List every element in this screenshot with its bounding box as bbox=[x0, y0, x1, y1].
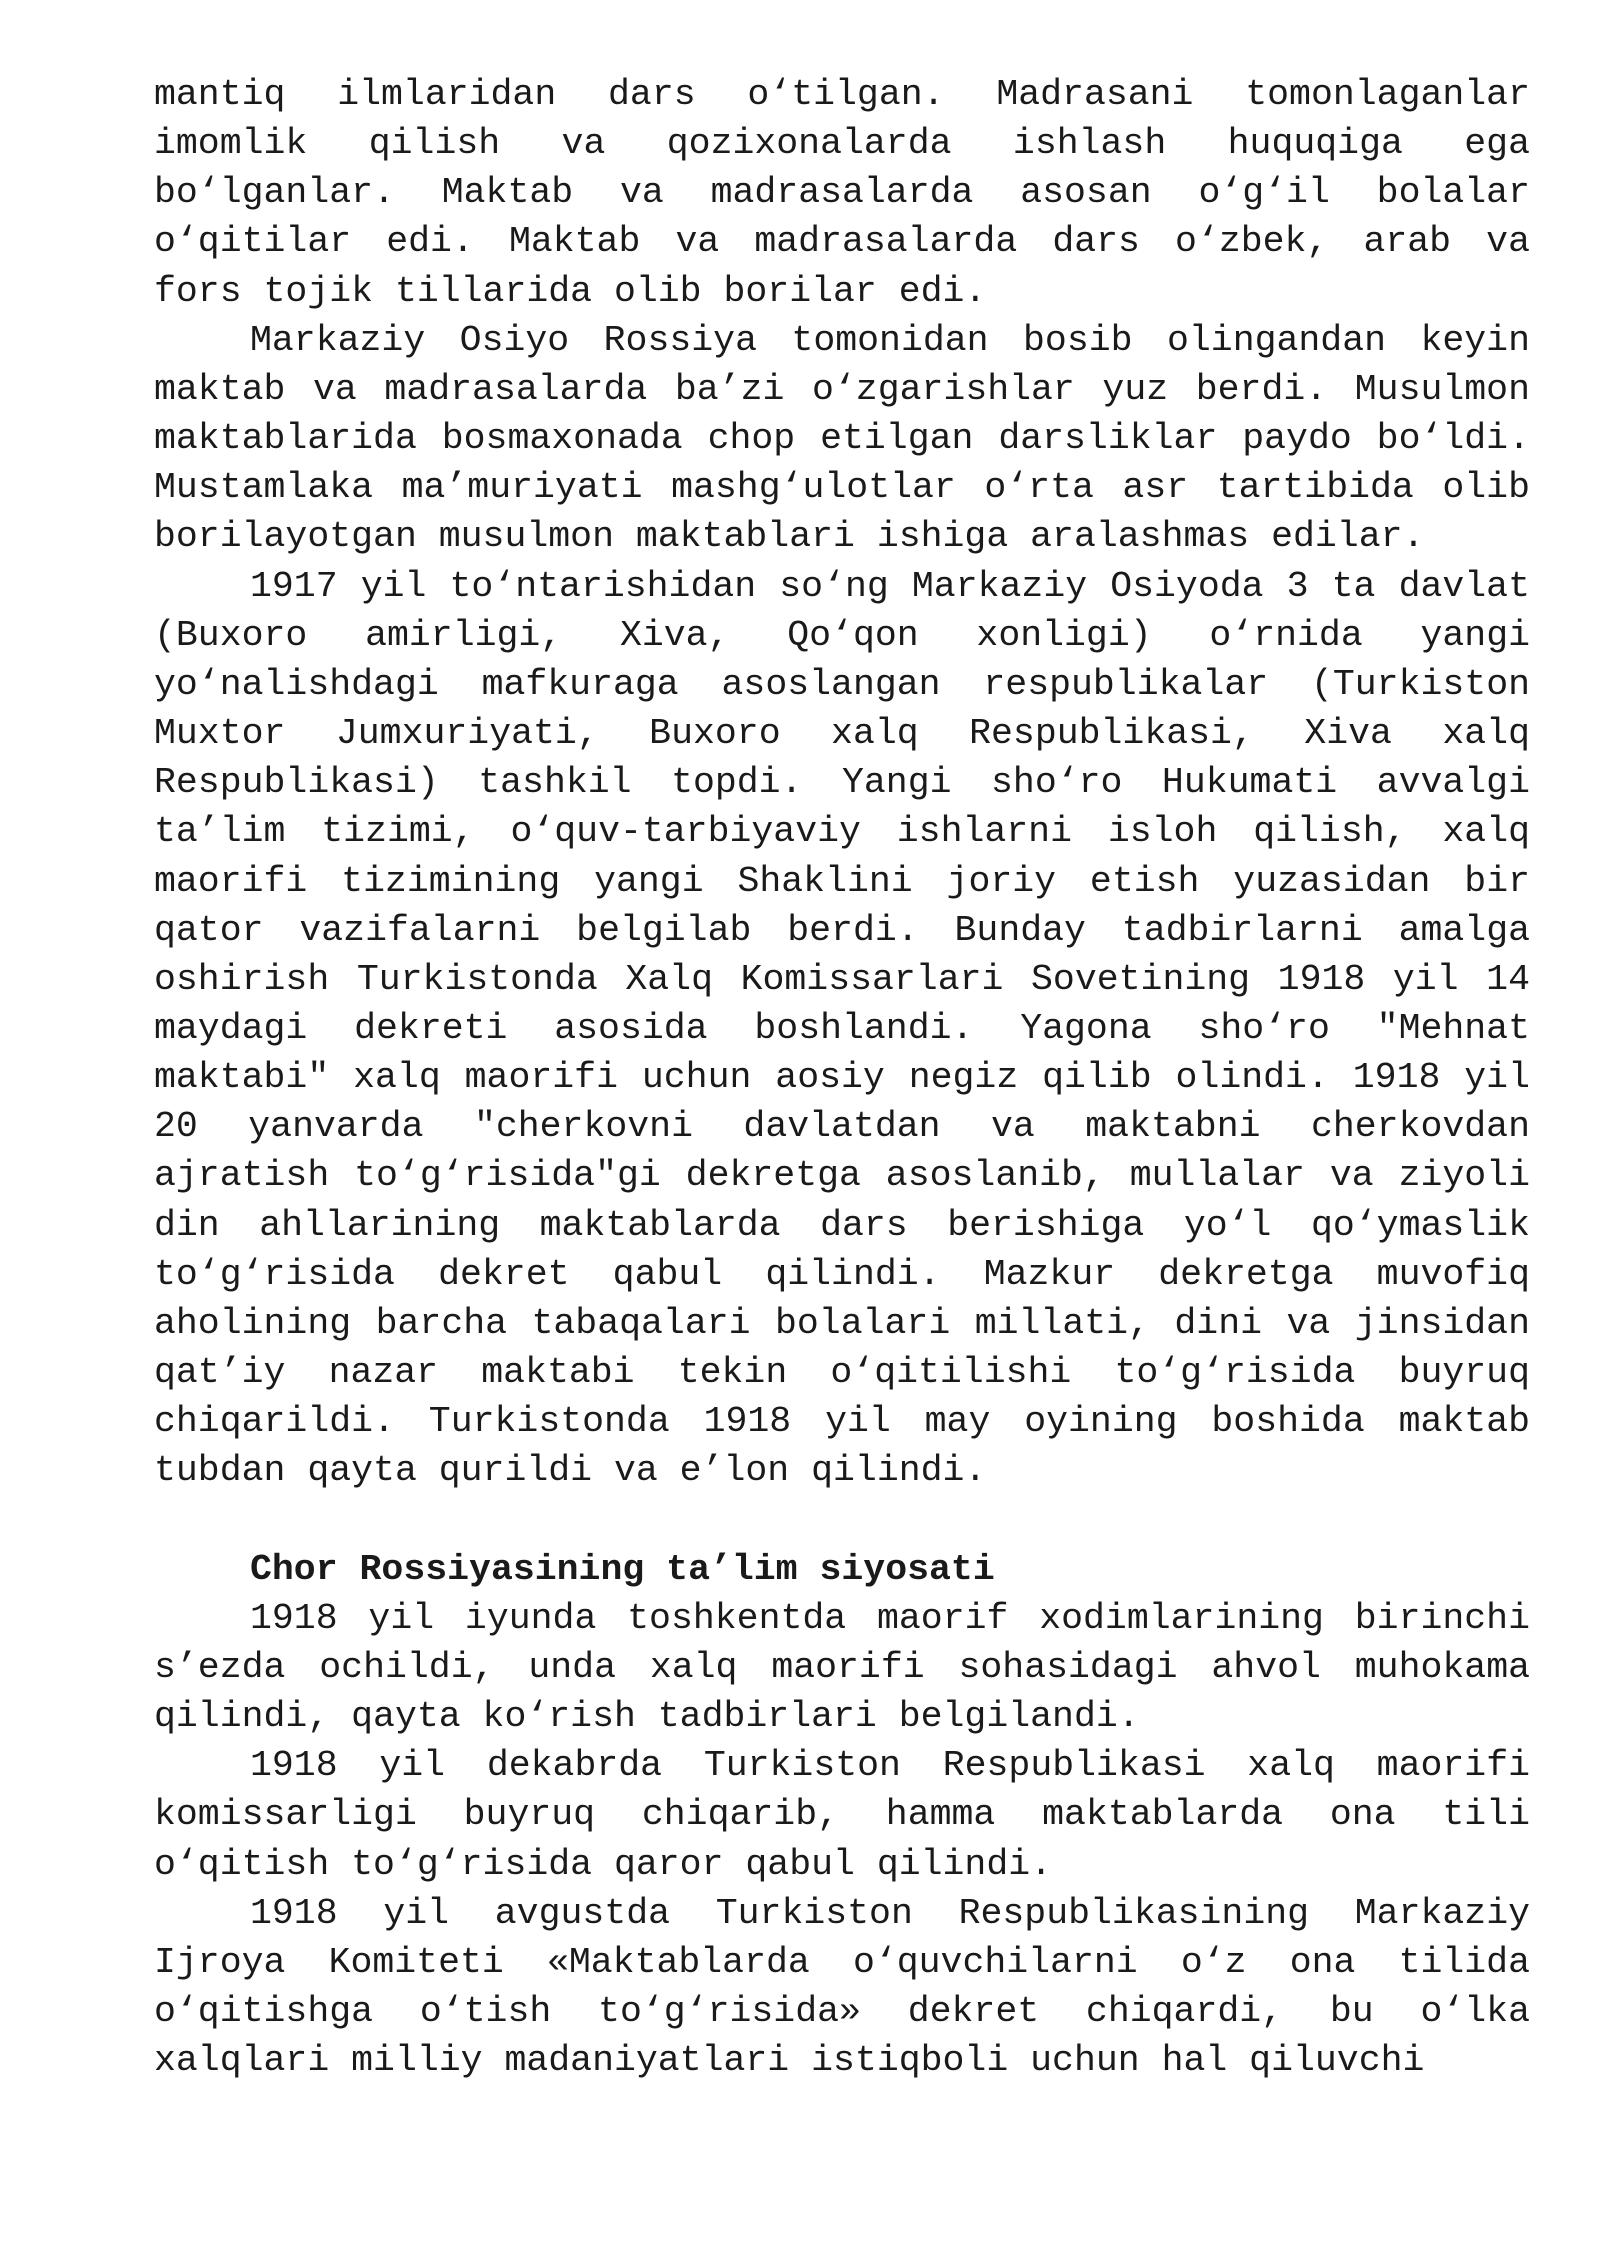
blank-line bbox=[154, 1496, 1530, 1545]
paragraph: Markaziy Osiyo Rossiya tomonidan bosib olingandan keyin maktab va madrasalarda ba’zi o‘zgarishlar yuz berdi. Musulmon maktablarida bosmaxonada chop etilgan darsliklar paydo bo‘ldi. Mustamlaka ma’muriyati mashg‘ulotlar o‘rta asr tartibida olib borilayotgan musulmon maktablari ishiga aralashmas edilar. bbox=[154, 319, 1530, 558]
paragraph: mantiq ilmlaridan dars o‘tilgan. Madrasani tomonlaganlar imomlik qilish va qozixonalarda ishlash huquqiga ega bo‘lganlar. Maktab va madrasalarda asosan o‘g‘il bolalar o‘qitilar edi. Maktab va madrasalarda dars o‘zbek, arab va fors tojik tillarida olib borilar edi. bbox=[154, 74, 1530, 312]
paragraph: 1918 yil avgustda Turkiston Respublikasining Markaziy Ijroya Komiteti «Maktablarda o‘quvchilarni o‘z ona tilida o‘qitishga o‘tish to‘g‘risida» dekret chiqardi, bu o‘lka xalqlari milliy madaniyatlari istiqboli uchun hal qiluvchi bbox=[154, 1892, 1530, 2082]
paragraph: 1917 yil to‘ntarishidan so‘ng Markaziy Osiyoda 3 ta davlat (Buxoro amirligi, Xiva, Qo‘qon xonligi) o‘rnida yangi yo‘nalishdagi mafkuraga asoslangan respublikalar (Turkiston Muxtor Jumxuriyati, Buxoro xalq Respublikasi, Xiva xalq Respublikasi) tashkil topdi. Yangi sho‘ro Hukumati avvalgi ta’lim tizimi, o‘quv-tarbiyaviy ishlarni isloh qilish, xalq maorifi tizimining yangi Shaklini joriy etish yuzasidan bir qator vazifalarni belgilab berdi. Bunday tadbirlarni amalga oshirish Turkistonda Xalq Komissarlari Sovetining 1918 yil 14 maydagi dekreti asosida boshlandi. Yagona sho‘ro "Mehnat maktabi" xalq maorifi uchun aosiy negiz qilib olindi. 1918 yil 20 yanvarda "cherkovni davlatdan va maktabni cherkovdan ajratish to‘g‘risida"gi dekretga asoslanib, mullalar va ziyoli din ahllarining maktablarda dars berishiga yo‘l qo‘ymaslik to‘g‘risida dekret qabul qilindi. Mazkur dekretga muvofiq aholining barcha tabaqalari bolalari millati, dini va jinsidan qat’iy nazar maktabi tekin o‘qitilishi to‘g‘risida buyruq chiqarildi. Turkistonda 1918 yil may oyining boshida maktab tubdan qayta qurildi va e’lon qilindi. bbox=[154, 565, 1530, 1492]
paragraph: 1918 yil dekabrda Turkiston Respublikasi xalq maorifi komissarligi buyruq chiqarib, hamma maktablarda ona tili o‘qitish to‘g‘risida qaror qabul qilindi. bbox=[154, 1745, 1530, 1885]
paragraph: 1918 yil iyunda toshkentda maorif xodimlarining birinchi s’ezda ochildi, unda xalq maorifi sohasidagi ahvol muhokama qilindi, qayta ko‘rish tadbirlari belgilandi. bbox=[154, 1597, 1530, 1738]
section-heading: Chor Rossiyasining ta’lim siyosati bbox=[250, 1548, 995, 1590]
document-page bbox=[154, 70, 1530, 2085]
